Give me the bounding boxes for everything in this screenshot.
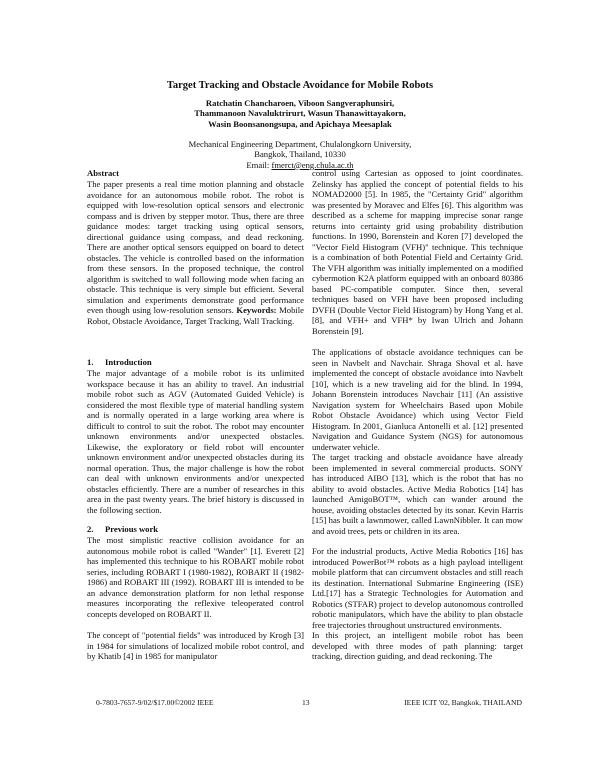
- section-heading-previous-work: [87, 524, 304, 535]
- paragraph: control using Cartesian as opposed to joint coordinates. Zelinsky has applied the concept of potential fields to his NOMAD2000 [5]. In 1985, the "Certainty Grid" algorithm was presented by Moravec and Elfes [6]. This algorithm was described as a scheme for mapping imprecise sonar range returns into certainty grid using probability distribution functions. In 1990, Borenstein and Koren [7] developed the "Vector Field Histogram (VFH)" technique. This technique is a combination of both Potential Field and Certainty Grid. The VFH algorithm was initially implemented on a modified cybermotion K2A platform equipped with an onboard 80386 based PC-compatible computer. Since then, several techniques based on VFH have been proposed including DVFH (Double Vector Field Histogram) by Hong Yang et al. [8], and VFH+ and VFH* by Iwan Ulrich and Johann Borenstein [9].: [312, 168, 523, 336]
- section-title: Introduction: [105, 357, 152, 367]
- introduction-text: The major advantage of a mobile robot is its unlimited workspace because it has an ability to travel. An industrial mobile robot such as AGV (Automated Guided Vehicle) is considered the most flexible type of material handling system and is normally operated in a large working area where is difficult to control to suit the robot. The robot may encounter unknown environments and/or unexpected obstacles. Likewise, the exploratory or field robot will encounter unknown environment and/or unexpected obstacles during its normal operation. Thus, the major challenge is how the robot can deal with unknown environments and/or unexpected obstacles efficiently. There are a number of researches in this area in the past twenty years. The brief history is discussed in the following section.: [87, 368, 304, 515]
- section-number: 2.: [87, 524, 94, 534]
- abstract-body: The paper presents a real time motion planning and obstacle avoidance for an autonomous mobile robot. The robot is equipped with low-resolution optical sensors and electronic compass and is driven by stepper motor. Thus, there are three guidance modes: target tracking using optical sensors, directional guidance using compass, and dead reckoning. There are another optical sensors equipped on board to detect obstacles. The vehicle is controlled based on the information from these sensors. In the proposed technique, the control algorithm is switched to wall following mode when facing an obstacle. This technique is very simple but efficient. Several simulation and experiments demonstrate good performance even though using low-resolution sensors.: [87, 179, 304, 315]
- department: Mechanical Engineering Department, Chulalongkorn University,: [188, 139, 412, 149]
- abstract-text: [87, 179, 304, 326]
- section-number: 1.: [87, 357, 94, 367]
- paragraph: In this project, an intelligent mobile robot has been developed with three modes of path planning: target tracking, direction guiding, and dead reckoning. The: [312, 630, 523, 661]
- affiliation: [0, 139, 600, 170]
- paper-title: Target Tracking and Obstacle Avoidance for Mobile Robots: [166, 80, 434, 91]
- keywords-label: Keywords:: [236, 305, 277, 315]
- paragraph: The applications of obstacle avoidance techniques can be seen in Navbelt and Navchair. Shraga Shoval et al. have implemented the concept of obstacle avoidance into Navbelt [10], which is a new traveling aid for the blind. In 1994, Johann Borenstein introduces Navchair [11] (An assistive Navigation system for Wheelchairs Based upon Mobile Robot Obstacle Avoidance) which using Vector Field Histogram. In 2001, Gianluca Antonelli et al. [12] presented Navigation and Guidance System (NGS) for autonomous underwater vehicle.: [312, 347, 523, 452]
- footer-copyright: 0-7803-7657-9/02/$17.00©2002 IEEE: [96, 698, 214, 707]
- paragraph: The concept of "potential fields" was introduced by Krogh [3] in 1984 for simulations of localized mobile robot control, and by Khatib [4] in 1985 for manipulator: [87, 630, 304, 661]
- city: Bangkok, Thailand, 10330: [254, 149, 346, 160]
- page-number: 13: [302, 698, 310, 707]
- keywords: Mobile Robot, Obstacle Avoidance, Target Tracking, Wall Tracking.: [87, 305, 304, 326]
- author-line: Ratchatin Chancharoen, Viboon Sangveraphunsiri,: [205, 98, 395, 108]
- previous-work-text: The most simplistic reactive collision avoidance for an autonomous mobile robot is called "Wander" [1]. Everett [2] has implemented this technique to his ROBART mobile robot series, including ROBART I (1980-1982), ROBART II (1982-1986) and ROBART III (1992). ROBART III is intended to be an advance demonstration platform for non lethal response measures incorporating the reflexive teleoperated control concepts developed on ROBART II.: [87, 535, 304, 619]
- section-heading-introduction: [87, 357, 304, 368]
- email-link[interactable]: fmerct@eng.chula.ac.th: [271, 159, 354, 170]
- abstract-heading: Abstract: [87, 168, 119, 178]
- author-line: Thammanoon Navaluktrirurt, Wasun Thanawittayakorn,: [194, 108, 406, 119]
- email-label: Email:: [246, 159, 270, 170]
- paragraph: For the industrial products, Active Media Robotics [16] has introduced PowerBot™ robots as a high payload intelligent mobile platform that can circumvent obstacles and still reach its destination. International Submarine Engineering (ISE) Ltd.[17] has a Strategic Technologies for Automation and Robotics (STFAR) project to develop autonomous controlled robotic manipulators, which have the ability to plan obstacle free trajectories throughout unstructured environments.: [312, 546, 523, 630]
- footer-conference: IEEE ICIT '02, Bangkok, THAILAND: [404, 698, 522, 707]
- paragraph: The target tracking and obstacle avoidance have already been implemented in several commercial products. SONY has introduced AIBO [13], which is the robot that has no ability to avoid obstacles. Active Media Robotics [14] has launched AmigoBOT™, which can wander around the house, avoiding obstacles detected by its sonar. Kevin Harris [15] has built a lawnmower, called LawnNibbler. It can mow and avoid trees, pets or children in its area.: [312, 452, 523, 536]
- author-list: [0, 98, 600, 129]
- section-title: Previous work: [105, 524, 159, 534]
- author-line: Wasin Boonsanongsupa, and Apichaya Meesaplak: [208, 118, 392, 129]
